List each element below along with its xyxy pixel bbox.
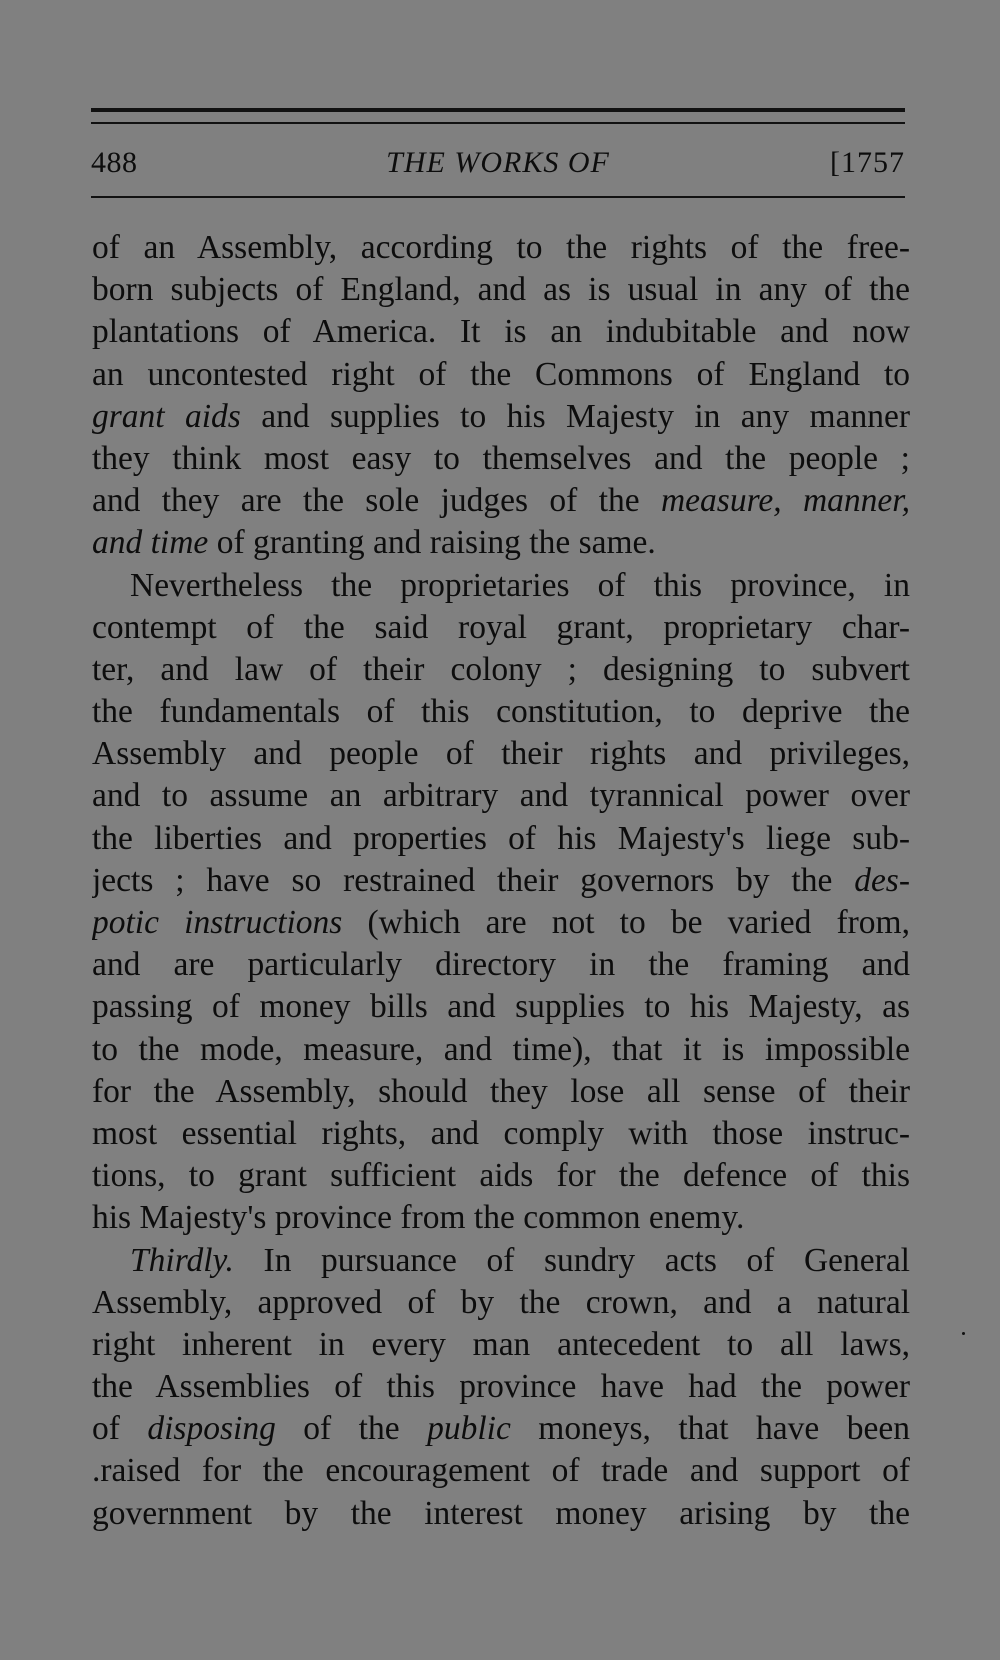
text-line: Thirdly. In pursuance of sundry acts of General [130,1241,910,1279]
text-line: grant aids and supplies to his Majesty in any manner [92,397,910,435]
text-line: most essential rights, and comply with those instruc- [92,1114,910,1152]
text-line: .raised for the encouragement of trade and support of [92,1452,910,1490]
print-speck [962,1332,965,1335]
text-line: and time of granting and raising the same. [92,524,656,562]
text-line: the liberties and properties of his Majesty's liege sub- [92,819,910,857]
text-line: to the mode, measure, and time), that it is impossible [92,1030,910,1068]
text-line: Assembly, approved of by the crown, and a natural [92,1283,910,1321]
text-line: Assembly and people of their rights and privileges, [92,735,910,773]
text-line: ter, and law of their colony ; designing to subvert [92,650,910,688]
running-year: [1757 [830,146,905,179]
text-line: an uncontested right of the Commons of England to [92,355,910,393]
running-title: THE WORKS OF [386,146,610,179]
text-line: the fundamentals of this constitution, to deprive the [92,693,910,731]
header-double-rule-bottom [91,122,905,124]
header-double-rule-top [91,108,905,112]
text-line: tions, to grant sufficient aids for the defence of this [92,1157,910,1195]
text-line: government by the interest money arising by the [92,1494,910,1532]
text-line: jects ; have so restrained their governors by the des- [92,861,910,899]
text-line: potic instructions (which are not to be varied from, [92,904,910,941]
running-head [91,138,905,188]
page-number: 488 [91,146,138,179]
text-line: and to assume an arbitrary and tyrannical power over [92,777,910,815]
text-line: of an Assembly, according to the rights of the free- [92,229,910,266]
text-line: the Assemblies of this province have had the power [92,1368,910,1406]
text-line: right inherent in every man antecedent to all laws, [92,1325,910,1363]
text-line: born subjects of England, and as is usual in any of the [92,271,910,309]
text-line: of disposing of the public moneys, that have been [92,1410,910,1448]
header-underline [91,196,905,198]
text-line: and they are the sole judges of the measure, manner, [92,482,910,520]
text-line: for the Assembly, should they lose all sense of their [92,1072,910,1110]
text-line: they think most easy to themselves and the people ; [92,439,910,477]
text-line: contempt of the said royal grant, proprietary char- [92,608,910,646]
text-line: plantations of America. It is an indubitable and now [92,313,910,351]
text-line: Nevertheless the proprietaries of this province, in [130,566,910,604]
body-text [92,227,910,1535]
text-line: his Majesty's province from the common enemy. [92,1199,745,1237]
text-line: and are particularly directory in the framing and [92,946,910,984]
text-line: passing of money bills and supplies to his Majesty, as [92,988,910,1026]
